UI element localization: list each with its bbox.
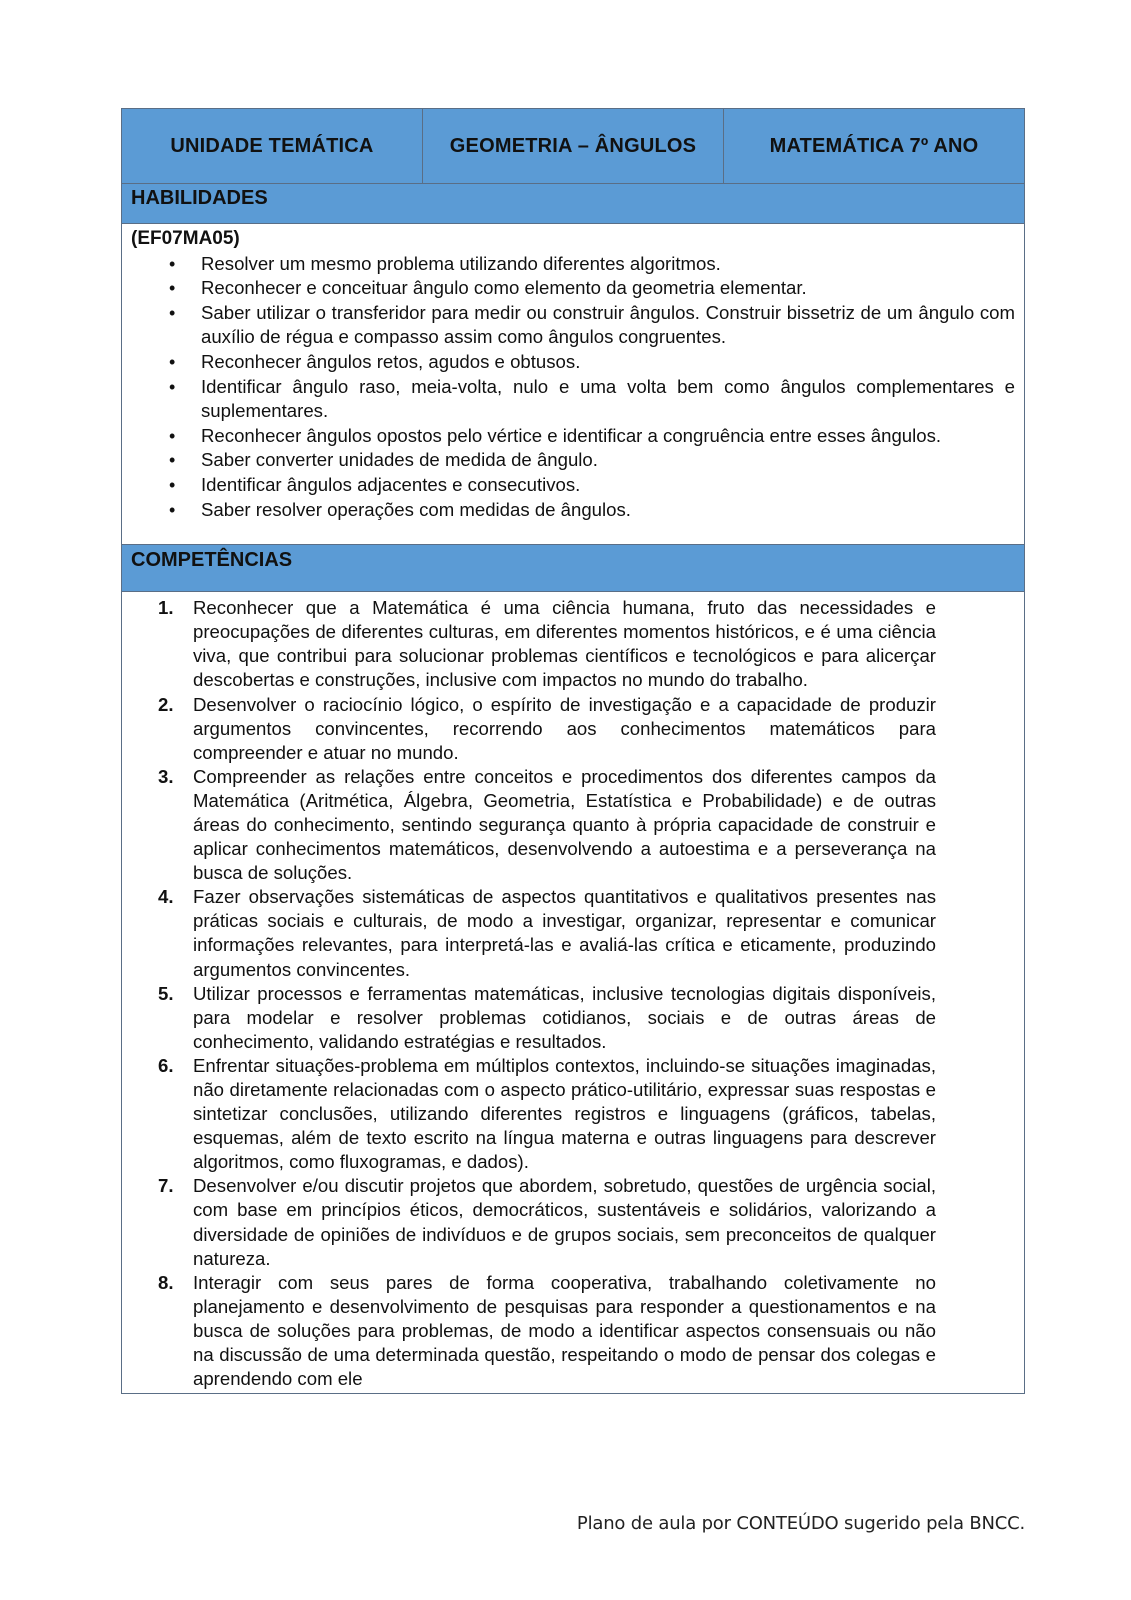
- competency-item: [122, 693, 936, 765]
- competency-item: [122, 1271, 936, 1391]
- competency-text: Interagir com seus pares de forma cooperativa, trabalhando coletivamente no planejamento e desenvolvimento de pesquisas para responder a questionamentos e na busca de soluções para problemas, de modo a identificar aspectos consensuais ou não na discussão de uma determinada questão, respeitando o modo de pensar dos colegas e aprendendo com ele: [193, 1271, 936, 1390]
- skill-item: [131, 424, 1015, 449]
- competency-number: 5.: [158, 982, 174, 1004]
- skill-item: [131, 473, 1015, 498]
- bullet-icon: •: [169, 376, 176, 397]
- competency-number: 8.: [158, 1271, 174, 1293]
- bullet-icon: •: [169, 351, 176, 372]
- skill-text: Resolver um mesmo problema utilizando diferentes algoritmos.: [201, 252, 721, 274]
- habilidades-list: [131, 252, 1015, 523]
- competency-item: [122, 1054, 936, 1174]
- competency-item: [122, 1174, 936, 1270]
- competency-text: Desenvolver e/ou discutir projetos que abordem, sobretudo, questões de urgência social, com base em princípios éticos, democráticos, sustentáveis e solidários, valorizando a diversidade de opiniões de indivíduos e de grupos sociais, sem preconceitos de qualquer natureza.: [193, 1175, 936, 1269]
- competency-text: Utilizar processos e ferramentas matemáticas, inclusive tecnologias digitais disponíveis, para modelar e resolver problemas cotidianos, sociais e de outras áreas de conhecimento, validando estratégias e resultados.: [193, 982, 936, 1052]
- skill-text: Saber converter unidades de medida de ângulo.: [201, 449, 598, 471]
- bullet-icon: •: [169, 302, 176, 323]
- skill-text: Reconhecer e conceituar ângulo como elemento da geometria elementar.: [201, 277, 807, 299]
- skill-item: [131, 252, 1015, 277]
- competency-number: 1.: [158, 597, 174, 619]
- competency-item: [122, 596, 936, 692]
- skill-text: Identificar ângulo raso, meia-volta, nulo e uma volta bem como ângulos complementares e suplementares.: [201, 375, 1015, 422]
- header-row: [122, 109, 1024, 184]
- skill-code: (EF07MA05): [131, 228, 240, 249]
- skill-item: [131, 276, 1015, 301]
- header-topic: GEOMETRIA – ÂNGULOS: [422, 109, 723, 183]
- skill-text: Identificar ângulos adjacentes e consecutivos.: [201, 473, 581, 495]
- footer-note: Plano de aula por CONTEÚDO sugerido pela BNCC.: [576, 1513, 1025, 1534]
- skill-text: Saber utilizar o transferidor para medir ou construir ângulos. Construir bissetriz de um ângulo com auxílio de régua e compasso assim como ângulos congruentes.: [201, 301, 1015, 348]
- bullet-icon: •: [169, 253, 176, 274]
- skill-item: [131, 498, 1015, 523]
- competency-text: Compreender as relações entre conceitos e procedimentos dos diferentes campos da Matemática (Aritmética, Álgebra, Geometria, Estatística e Probabilidade) e de outras áreas do conhecimento, sentindo segurança quanto à própria capacidade de construir e aplicar conhecimentos matemáticos, desenvolvendo a autoestima e a perseverança na busca de soluções.: [193, 765, 936, 884]
- skill-text: Saber resolver operações com medidas de ângulos.: [201, 498, 631, 520]
- competency-number: 6.: [158, 1054, 174, 1076]
- competency-number: 4.: [158, 886, 174, 908]
- habilidades-body: [122, 224, 1024, 544]
- competencias-body: [122, 592, 1024, 1393]
- competency-item: [122, 885, 936, 981]
- competency-item: [122, 765, 936, 885]
- lesson-plan-table: [121, 108, 1025, 1394]
- competency-text: Reconhecer que a Matemática é uma ciência humana, fruto das necessidades e preocupações de diferentes culturas, em diferentes momentos históricos, e é uma ciência viva, que contribui para solucionar problemas científicos e tecnológicos e para alicerçar descobertas e construções, inclusive com impactos no mundo do trabalho.: [193, 597, 936, 691]
- competencias-heading: COMPETÊNCIAS: [122, 544, 1024, 592]
- bullet-icon: •: [169, 474, 176, 495]
- skill-text: Reconhecer ângulos retos, agudos e obtusos.: [201, 350, 581, 372]
- bullet-icon: •: [169, 499, 176, 520]
- bullet-icon: •: [169, 425, 176, 446]
- skill-item: [131, 448, 1015, 473]
- competency-text: Desenvolver o raciocínio lógico, o espírito de investigação e a capacidade de produzir argumentos convincentes, recorrendo aos conhecimentos matemáticos para compreender e atuar no mundo.: [193, 693, 936, 763]
- header-unidade-tematica: UNIDADE TEMÁTICA: [170, 134, 374, 157]
- bullet-icon: •: [169, 278, 176, 299]
- competency-number: 7.: [158, 1175, 174, 1197]
- competency-number: 2.: [158, 693, 174, 715]
- skill-item: [131, 301, 1015, 350]
- competency-item: [122, 982, 936, 1054]
- competency-number: 3.: [158, 765, 174, 787]
- competency-text: Enfrentar situações-problema em múltiplos contextos, incluindo-se situações imaginadas, não diretamente relacionadas com o aspecto prático-utilitário, expressar suas respostas e sintetizar conclusões, utilizando diferentes registros e linguagens (gráficos, tabelas, esquemas, além de texto escrito na língua materna e outras linguagens para descrever algoritmos, como fluxogramas, e dados).: [193, 1054, 936, 1173]
- bullet-icon: •: [169, 450, 176, 471]
- habilidades-heading: HABILIDADES: [122, 184, 1024, 224]
- competency-text: Fazer observações sistemáticas de aspectos quantitativos e qualitativos presentes nas práticas sociais e culturais, de modo a investigar, organizar, representar e comunicar informações relevantes, para interpretá-las e avaliá-las crítica e eticamente, produzindo argumentos convincentes.: [193, 886, 936, 980]
- competencias-list: [122, 596, 936, 1391]
- header-subject-grade: MATEMÁTICA 7º ANO: [723, 109, 1024, 183]
- skill-item: [131, 350, 1015, 375]
- skill-text: Reconhecer ângulos opostos pelo vértice e identificar a congruência entre esses ângulos.: [201, 424, 942, 446]
- skill-item: [131, 375, 1015, 424]
